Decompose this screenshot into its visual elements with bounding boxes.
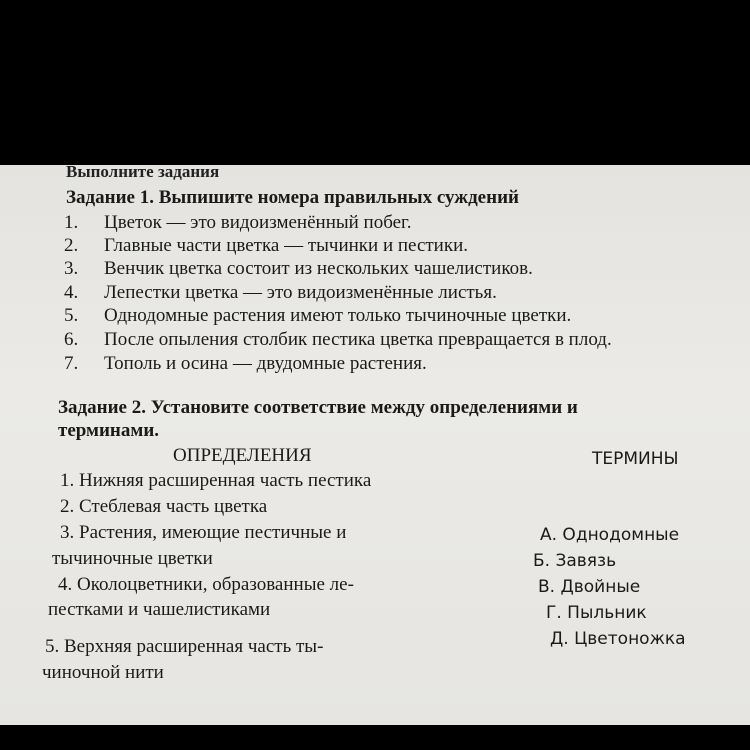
definition-5-cont: чиночной нити bbox=[42, 662, 164, 683]
definition-1: 1. Нижняя расширенная часть пестика bbox=[60, 470, 372, 491]
task2-title-line1: Задание 2. Установите соответствие между определениями и bbox=[58, 397, 578, 418]
definition-5: 5. Верхняя расширенная часть ты- bbox=[45, 636, 324, 657]
definition-4-cont: пестками и чашелистиками bbox=[48, 599, 271, 620]
task1-item-3 bbox=[64, 258, 533, 280]
term-b: Б. Завязь bbox=[533, 551, 617, 571]
item-text: Венчик цветка состоит из нескольких чашелистиков. bbox=[104, 258, 533, 279]
term-d: Д. Цветоножка bbox=[550, 629, 686, 649]
definition-4: 4. Околоцветники, образованные ле- bbox=[58, 574, 354, 595]
term-a: А. Однодомные bbox=[540, 525, 680, 545]
task1-item-1 bbox=[64, 212, 411, 234]
item-text: После опыления столбик пестика цветка превращается в плод. bbox=[104, 329, 612, 350]
terms-header: ТЕРМИНЫ bbox=[592, 449, 679, 469]
item-text: Однодомные растения имеют только тычиночные цветки. bbox=[104, 305, 572, 326]
task1-item-2 bbox=[64, 235, 468, 257]
item-number: 4. bbox=[64, 282, 79, 303]
item-text: Цветок — это видоизменённый побег. bbox=[104, 212, 412, 233]
item-number: 5. bbox=[64, 305, 79, 326]
task1-item-4 bbox=[64, 282, 497, 304]
task1-item-5 bbox=[64, 305, 571, 327]
task2-title-line2: терминами. bbox=[58, 420, 160, 441]
bottom-black-border bbox=[0, 725, 750, 750]
term-g: Г. Пыльник bbox=[546, 603, 647, 623]
item-number: 7. bbox=[64, 353, 79, 374]
item-text: Тополь и осина — двудомные растения. bbox=[104, 353, 427, 374]
item-number: 2. bbox=[64, 235, 79, 256]
item-text: Главные части цветка — тычинки и пестики. bbox=[104, 235, 468, 256]
definition-3: 3. Растения, имеющие пестичные и bbox=[60, 522, 347, 543]
item-text: Лепестки цветка — это видоизменённые листья. bbox=[104, 282, 497, 303]
item-number: 1. bbox=[64, 212, 79, 233]
task1-item-6 bbox=[64, 329, 612, 351]
definition-3-cont: тычиночные цветки bbox=[52, 548, 213, 569]
item-number: 6. bbox=[64, 329, 79, 350]
worksheet-page bbox=[0, 165, 750, 725]
definitions-header: ОПРЕДЕЛЕНИЯ bbox=[173, 445, 312, 466]
item-number: 3. bbox=[64, 258, 79, 279]
definition-2: 2. Стеблевая часть цветка bbox=[60, 496, 268, 517]
term-v: В. Двойные bbox=[538, 577, 641, 597]
cut-off-header: Выполните задания bbox=[66, 165, 220, 181]
task1-item-7 bbox=[64, 353, 427, 375]
task1-title: Задание 1. Выпишите номера правильных суждений bbox=[66, 187, 519, 208]
